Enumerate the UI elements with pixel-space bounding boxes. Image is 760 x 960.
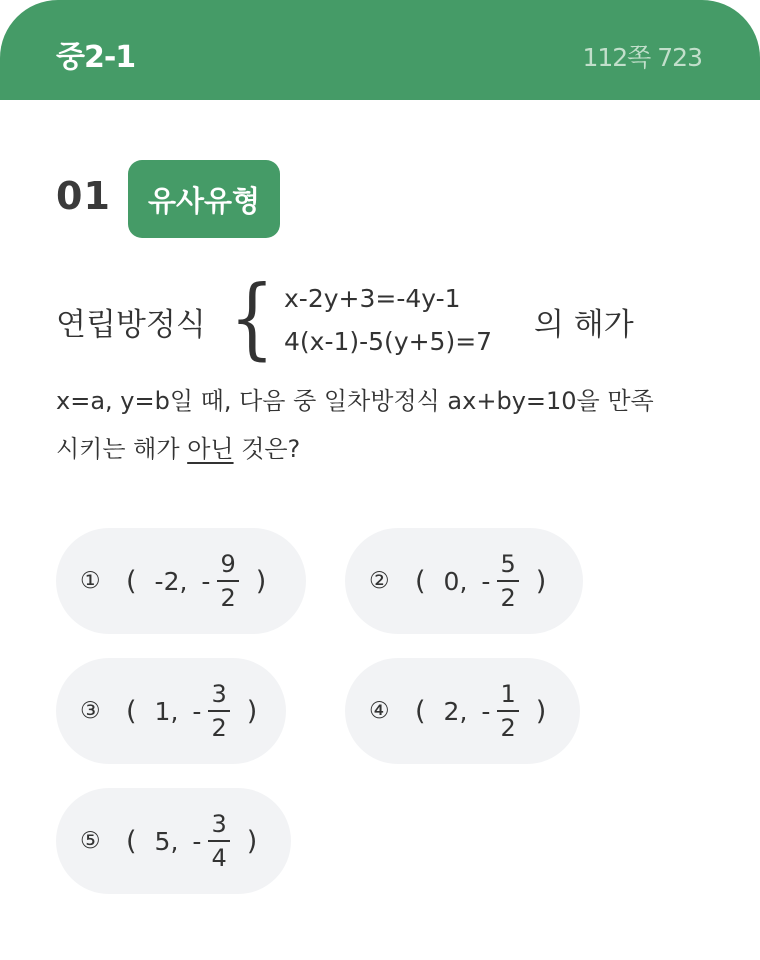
- close-paren: ): [535, 565, 547, 597]
- question-text-line-1: x=a, y=b일 때, 다음 중 일차방정식 ax+by=10을 만족: [56, 387, 654, 415]
- fraction: [496, 680, 519, 742]
- underlined-keyword: 아닌: [187, 435, 234, 463]
- equation-1: x-2y+3=-4y-1: [284, 284, 461, 313]
- fraction: [496, 550, 519, 612]
- choice-3[interactable]: [56, 658, 286, 764]
- fraction: [216, 550, 239, 612]
- choice-4[interactable]: [345, 658, 580, 764]
- close-paren: ): [535, 695, 547, 727]
- fraction-bar: [497, 710, 519, 712]
- choice-x-value: -2,: [154, 566, 188, 596]
- fraction: [207, 680, 230, 742]
- choice-x-value: 1,: [154, 696, 179, 726]
- minus-sign: -: [481, 566, 491, 596]
- choice-1[interactable]: [56, 528, 306, 634]
- choice-5[interactable]: [56, 788, 291, 894]
- system-brace: {: [229, 266, 275, 369]
- choice-2[interactable]: [345, 528, 583, 634]
- choice-number: ③: [80, 698, 101, 724]
- equation-2: 4(x-1)-5(y+5)=7: [284, 327, 493, 356]
- open-paren: (: [415, 565, 426, 597]
- line2-before: 시키는 해가: [56, 435, 188, 463]
- line2-after: 것은?: [233, 435, 301, 463]
- similar-type-badge: 유사유형: [128, 160, 280, 238]
- prompt-tail: 의 해가: [534, 307, 634, 343]
- page-reference: 112쪽 723: [582, 43, 702, 72]
- minus-sign: -: [481, 696, 491, 726]
- close-paren: ): [255, 565, 267, 597]
- fraction-bar: [497, 580, 519, 582]
- denominator: 4: [211, 844, 227, 872]
- choice-number: ④: [369, 698, 390, 724]
- minus-sign: -: [192, 826, 202, 856]
- numerator: 5: [500, 550, 516, 578]
- numerator: 3: [211, 680, 227, 708]
- denominator: 2: [220, 584, 236, 612]
- numerator: 9: [220, 550, 236, 578]
- numerator: 3: [211, 810, 227, 838]
- choice-x-value: 0,: [443, 566, 468, 596]
- open-paren: (: [126, 695, 137, 727]
- minus-sign: -: [192, 696, 202, 726]
- choice-number: ②: [369, 568, 390, 594]
- fraction-bar: [208, 840, 230, 842]
- denominator: 2: [500, 714, 516, 742]
- question-number: 01: [56, 174, 111, 218]
- question-text-line-2: [56, 429, 300, 464]
- minus-sign: -: [201, 566, 211, 596]
- fraction-bar: [208, 710, 230, 712]
- fraction: [207, 810, 230, 872]
- header-bar: [0, 0, 760, 100]
- close-paren: ): [246, 695, 258, 727]
- fraction-bar: [217, 580, 239, 582]
- numerator: 1: [500, 680, 516, 708]
- choice-number: ①: [80, 568, 101, 594]
- header-title: 중2-1: [56, 40, 136, 75]
- prompt-lead: 연립방정식: [56, 307, 206, 343]
- choice-x-value: 5,: [154, 826, 179, 856]
- denominator: 2: [500, 584, 516, 612]
- close-paren: ): [246, 825, 258, 857]
- choice-x-value: 2,: [443, 696, 468, 726]
- choice-number: ⑤: [80, 828, 101, 854]
- denominator: 2: [211, 714, 227, 742]
- open-paren: (: [126, 825, 137, 857]
- open-paren: (: [415, 695, 426, 727]
- open-paren: (: [126, 565, 137, 597]
